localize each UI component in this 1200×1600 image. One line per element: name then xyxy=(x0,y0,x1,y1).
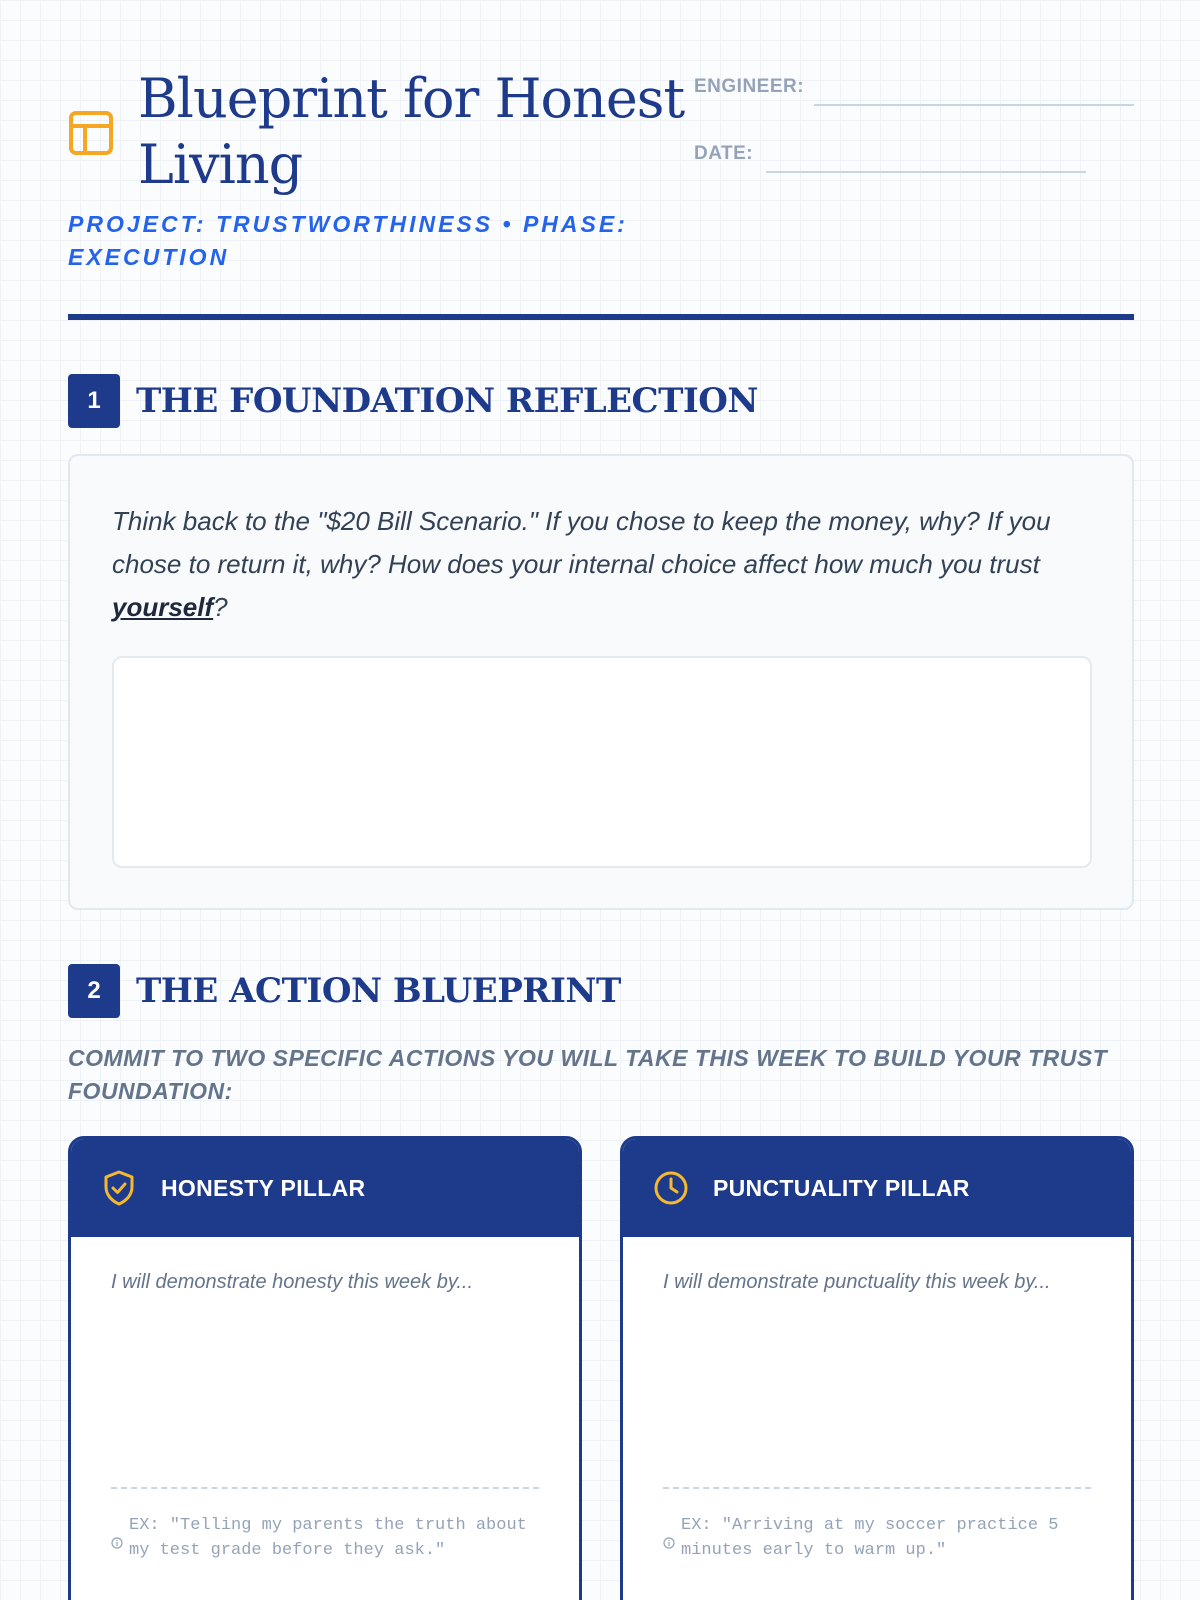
pillar-example: EX: "Telling my parents the truth about my test grade before they ask." xyxy=(129,1516,527,1560)
section-2-heading xyxy=(68,964,621,1018)
punctuality-pillar-card xyxy=(620,1136,1134,1600)
pillar-title: HONESTY PILLAR xyxy=(161,1174,366,1201)
info-icon xyxy=(111,1537,123,1549)
section-number-badge: 1 xyxy=(68,374,120,428)
section-1-heading xyxy=(68,374,758,428)
engineer-field[interactable] xyxy=(814,104,1134,106)
pillar-example: EX: "Arriving at my soccer practice 5 minutes early to warm up." xyxy=(681,1516,1059,1560)
section-number-badge: 2 xyxy=(68,964,120,1018)
reflection-answer-box[interactable] xyxy=(112,656,1092,868)
prompt-emphasis: yourself xyxy=(112,592,214,622)
header-divider xyxy=(68,314,1134,320)
layout-icon xyxy=(68,110,114,156)
honesty-pillar-card xyxy=(68,1136,582,1600)
prompt-text: Think back to the "$20 Bill Scenario." If you chose to keep the money, why? If you chose to return it, why? How does your internal choice affect how much you trust xyxy=(112,506,1051,579)
action-instruction: COMMIT TO TWO SPECIFIC ACTIONS YOU WILL TAKE THIS WEEK TO BUILD YOUR TRUST FOUNDATION: xyxy=(68,1045,1108,1104)
shield-check-icon xyxy=(99,1168,139,1208)
reflection-prompt xyxy=(112,500,1092,629)
pillar-divider xyxy=(111,1487,539,1489)
engineer-label: ENGINEER: xyxy=(694,76,805,97)
clock-icon xyxy=(651,1168,691,1208)
prompt-end: ? xyxy=(213,592,228,622)
pillar-divider xyxy=(663,1487,1091,1489)
pillar-prompt[interactable]: I will demonstrate punctuality this week by... xyxy=(663,1271,1051,1293)
page-title: Blueprint for Honest Living xyxy=(138,67,685,196)
reflection-card xyxy=(68,454,1134,910)
pillar-title: PUNCTUALITY PILLAR xyxy=(713,1174,970,1201)
worksheet-page xyxy=(68,0,1134,1560)
section-title: THE FOUNDATION REFLECTION xyxy=(136,381,758,421)
date-field[interactable] xyxy=(766,171,1086,173)
info-icon xyxy=(663,1537,675,1549)
section-title: THE ACTION BLUEPRINT xyxy=(136,971,621,1011)
project-subtitle: PROJECT: TRUSTWORTHINESS • PHASE: EXECUTION xyxy=(68,211,628,270)
pillar-prompt[interactable]: I will demonstrate honesty this week by... xyxy=(111,1271,474,1293)
pillar-header xyxy=(71,1139,579,1237)
header xyxy=(68,0,1134,322)
pillar-header xyxy=(623,1139,1131,1237)
date-label: DATE: xyxy=(694,143,754,164)
